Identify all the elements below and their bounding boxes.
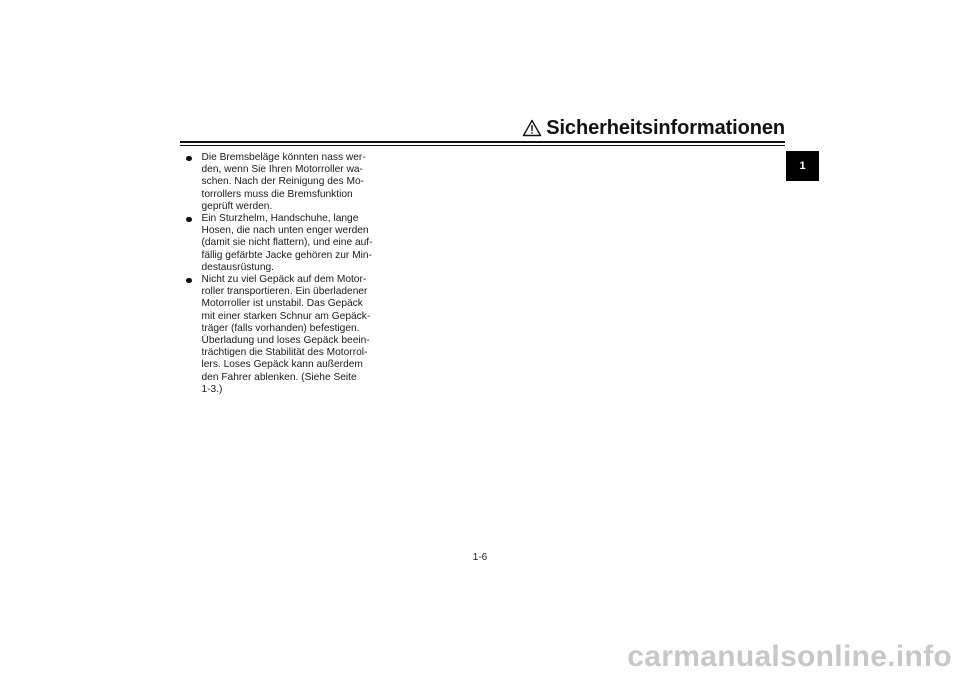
bullet-text xyxy=(202,152,366,213)
bullet-line: träger (falls vorhanden) befestigen. xyxy=(201,322,360,334)
safety-bullet-list xyxy=(186,152,386,396)
bullet-dot-icon xyxy=(186,278,192,284)
bullet-item xyxy=(186,274,386,396)
bullet-line: geprüft werden. xyxy=(201,200,273,212)
bullet-dot-icon xyxy=(186,217,192,223)
bullet-line: trächtigen die Stabilität des Motorrol- xyxy=(201,347,368,359)
bullet-line: destausrüstung. xyxy=(201,261,274,273)
bullet-line: Nicht zu viel Gepäck auf dem Motor- xyxy=(201,274,367,286)
bullet-text xyxy=(202,213,373,274)
bullet-dot-icon xyxy=(186,156,192,162)
page-title: Sicherheitsinformationen xyxy=(546,116,785,139)
bullet-text xyxy=(202,274,371,396)
bullet-line: torrollers muss die Bremsfunktion xyxy=(201,188,353,200)
bullet-line: Ein Sturzhelm, Handschuhe, lange xyxy=(201,213,359,225)
bullet-line: Motorroller ist unstabil. Das Gepäck xyxy=(201,298,363,310)
bullet-item xyxy=(186,213,386,274)
bullet-line: Die Bremsbeläge könnten nass wer- xyxy=(201,152,366,163)
warning-triangle-icon xyxy=(522,119,542,137)
bullet-line: fällig gefärbte Jacke gehören zur Min- xyxy=(201,249,372,261)
bullet-line: den, wenn Sie Ihren Motorroller wa- xyxy=(201,164,363,176)
bullet-line: Überladung und loses Gepäck beein- xyxy=(201,335,370,347)
bullet-line: schen. Nach der Reinigung des Mo- xyxy=(201,176,365,188)
page-header xyxy=(180,116,785,140)
header-rule-thin xyxy=(180,145,785,146)
bullet-line: roller transportieren. Ein überladener xyxy=(201,286,368,298)
bullet-line: lers. Loses Gepäck kann außerdem xyxy=(201,359,363,371)
bullet-line: 1-3.) xyxy=(201,383,223,395)
bullet-line: Hosen, die nach unten enger werden xyxy=(201,225,369,237)
watermark: carmanualsonline.info xyxy=(627,640,952,673)
bullet-line: (damit sie nicht flattern), und eine auf- xyxy=(201,237,373,249)
bullet-line: den Fahrer ablenken. (Siehe Seite xyxy=(201,371,357,383)
page-number: 1-6 xyxy=(472,552,488,563)
chapter-tab xyxy=(786,151,819,181)
bullet-line: mit einer starken Schnur am Gepäck- xyxy=(201,310,371,322)
bullet-item xyxy=(186,152,386,213)
chapter-tab-label: 1 xyxy=(799,160,806,172)
header-rule-thick xyxy=(180,141,785,143)
